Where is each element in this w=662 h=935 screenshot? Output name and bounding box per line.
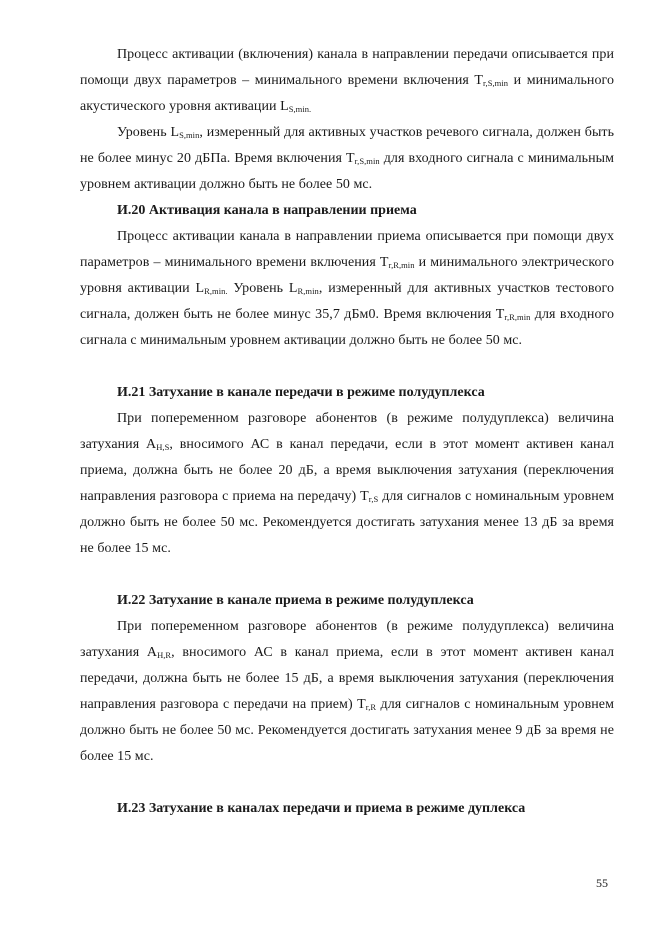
- text: , измеренный для активных участков тестового сигнала, должен быть не более минус 35,7 дБм0. Время включения T: [80, 281, 614, 322]
- subscript: R,min.: [204, 286, 228, 296]
- subscript: R,min: [297, 286, 319, 296]
- section-heading-20: И.20 Активация канала в направлении приема: [117, 203, 417, 218]
- paragraph-transmit-halfduplex: [80, 406, 614, 562]
- subscript: r,S: [368, 494, 379, 504]
- subscript: S,min.: [288, 104, 312, 114]
- spacer: [80, 354, 614, 380]
- text: Процесс активации канала в направлении приема описывается при помощи двух параметров – минимального времени включения T: [80, 229, 614, 270]
- section-heading-21: И.21 Затухание в канале передачи в режиме полудуплекса: [117, 385, 485, 400]
- text: , вносимого АС в канал приема, если в этот момент активен канал передачи, должна быть не более 15 дБ, а время выключения затухания (переключения направления разговора с передачи на прием) T: [80, 645, 615, 712]
- paragraph-transmit-level: [80, 120, 614, 198]
- subscript: S,min: [179, 130, 200, 140]
- text: и минимального акустического уровня активации L: [80, 73, 615, 114]
- subscript: r,R,min: [388, 260, 415, 270]
- text: При попеременном разговоре абонентов (в режиме полудуплекса) величина затухания A: [80, 619, 614, 660]
- text: для сигналов с номинальным уровнем должно быть не более 50 мс. Рекомендуется достигать затухания менее 9 дБ за время не более 15 мс.: [80, 697, 614, 764]
- document-page: [80, 42, 614, 822]
- text: , вносимого АС в канал передачи, если в этот момент активен канал приема, должна быть не более 20 дБ, а время выключения затухания (переключения направления разговора с приема на передачу) T: [80, 437, 614, 504]
- text: Уровень L: [227, 281, 298, 296]
- text: , измеренный для активных участков речевого сигнала, должен быть не более минус 20 дБПа. Время включения T: [80, 125, 615, 166]
- subscript: r,S,min: [483, 78, 509, 88]
- text: При попеременном разговоре абонентов (в режиме полудуплекса) величина затухания A: [80, 411, 614, 452]
- spacer: [80, 770, 614, 796]
- paragraph-transmit-activation: [80, 42, 614, 120]
- section-heading-22: И.22 Затухание в канале приема в режиме полудуплекса: [117, 593, 474, 608]
- subscript: r,R,min: [504, 312, 531, 322]
- paragraph-receive-halfduplex: [80, 614, 614, 770]
- subscript: r,R: [365, 702, 377, 712]
- subscript: H,R: [157, 650, 172, 660]
- text: и минимального электрического уровня активации L: [80, 255, 615, 296]
- spacer: [80, 562, 614, 588]
- subscript: H,S: [156, 442, 170, 452]
- text: для входного сигнала с минимальным уровнем активации должно быть не более 50 мс.: [80, 151, 614, 192]
- text: Процесс активации (включения) канала в направлении передачи описывается при помощи двух параметров – минимального времени включения T: [80, 47, 614, 88]
- text: для входного сигнала с минимальным уровнем активации должно быть не более 50 мс.: [80, 307, 614, 348]
- page-number: 55: [596, 876, 608, 890]
- section-heading-23: И.23 Затухание в каналах передачи и приема в режиме дуплекса: [117, 801, 526, 816]
- paragraph-receive-activation: [80, 224, 614, 354]
- text: Уровень L: [117, 125, 180, 140]
- subscript: r,S,min: [354, 156, 380, 166]
- text: для сигналов с номинальным уровнем должно быть не более 50 мс. Рекомендуется достигать затухания менее 13 дБ за время не более 15 мс.: [80, 489, 614, 556]
